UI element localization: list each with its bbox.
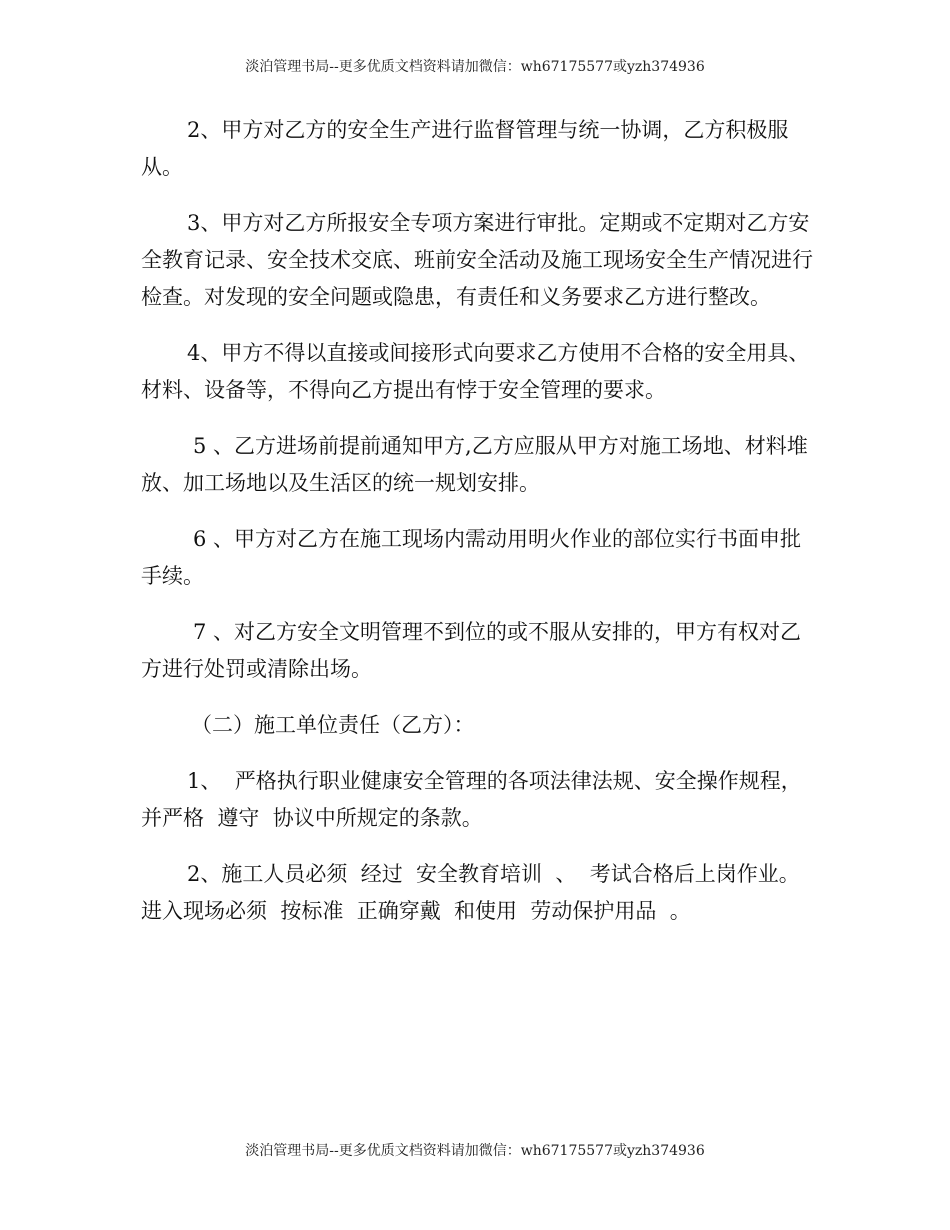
page-footer: 淡泊管理书局--更多优质文档资料请加微信：wh67175577或yzh374936 [245, 1143, 705, 1159]
paragraph-item-4: 4、甲方不得以直接或间接形式向要求乙方使用不合格的安全用具、材料、设备等，不得向乙方提出有悖于安全管理的要求。 [141, 341, 810, 402]
paragraph-item-6: 6 、甲方对乙方在施工现场内需动用明火作业的部位实行书面申批手续。 [141, 527, 802, 588]
paragraph-contractor-2: 2、施工人员必须 经过 安全教育培训 、 考试合格后上岗作业。进入现场必须 按标准 正确穿戴 和使用 劳动保护用品 。 [141, 862, 800, 923]
paragraph-contractor-1: 1、 严格执行职业健康安全管理的各项法律法规、安全操作规程， 并严格 遵守 协议中所规定的条款。 [141, 769, 816, 830]
page-header: 淡泊管理书局--更多优质文档资料请加微信：wh67175577或yzh374936 [245, 59, 705, 75]
paragraph-item-3: 3、甲方对乙方所报安全专项方案进行审批。定期或不定期对乙方安全教育记录、安全技术交底、班前安全活动及施工现场安全生产情况进行检查。对发现的安全问题或隐患，有责任和义务要求乙方进行整改。 [141, 211, 813, 309]
paragraph-item-5: 5 、乙方进场前提前通知甲方,乙方应服从甲方对施工场地、材料堆放、加工场地以及生活区的统一规划安排。 [141, 434, 808, 495]
section-heading-contractor: （二）施工单位责任（乙方）： [191, 713, 475, 737]
paragraph-item-7: 7 、对乙方安全文明管理不到位的或不服从安排的，甲方有权对乙方进行处罚或清除出场。 [141, 620, 802, 681]
document-body [141, 112, 816, 949]
paragraph-item-2: 2、甲方对乙方的安全生产进行监督管理与统一协调，乙方积极服从。 [141, 118, 789, 179]
